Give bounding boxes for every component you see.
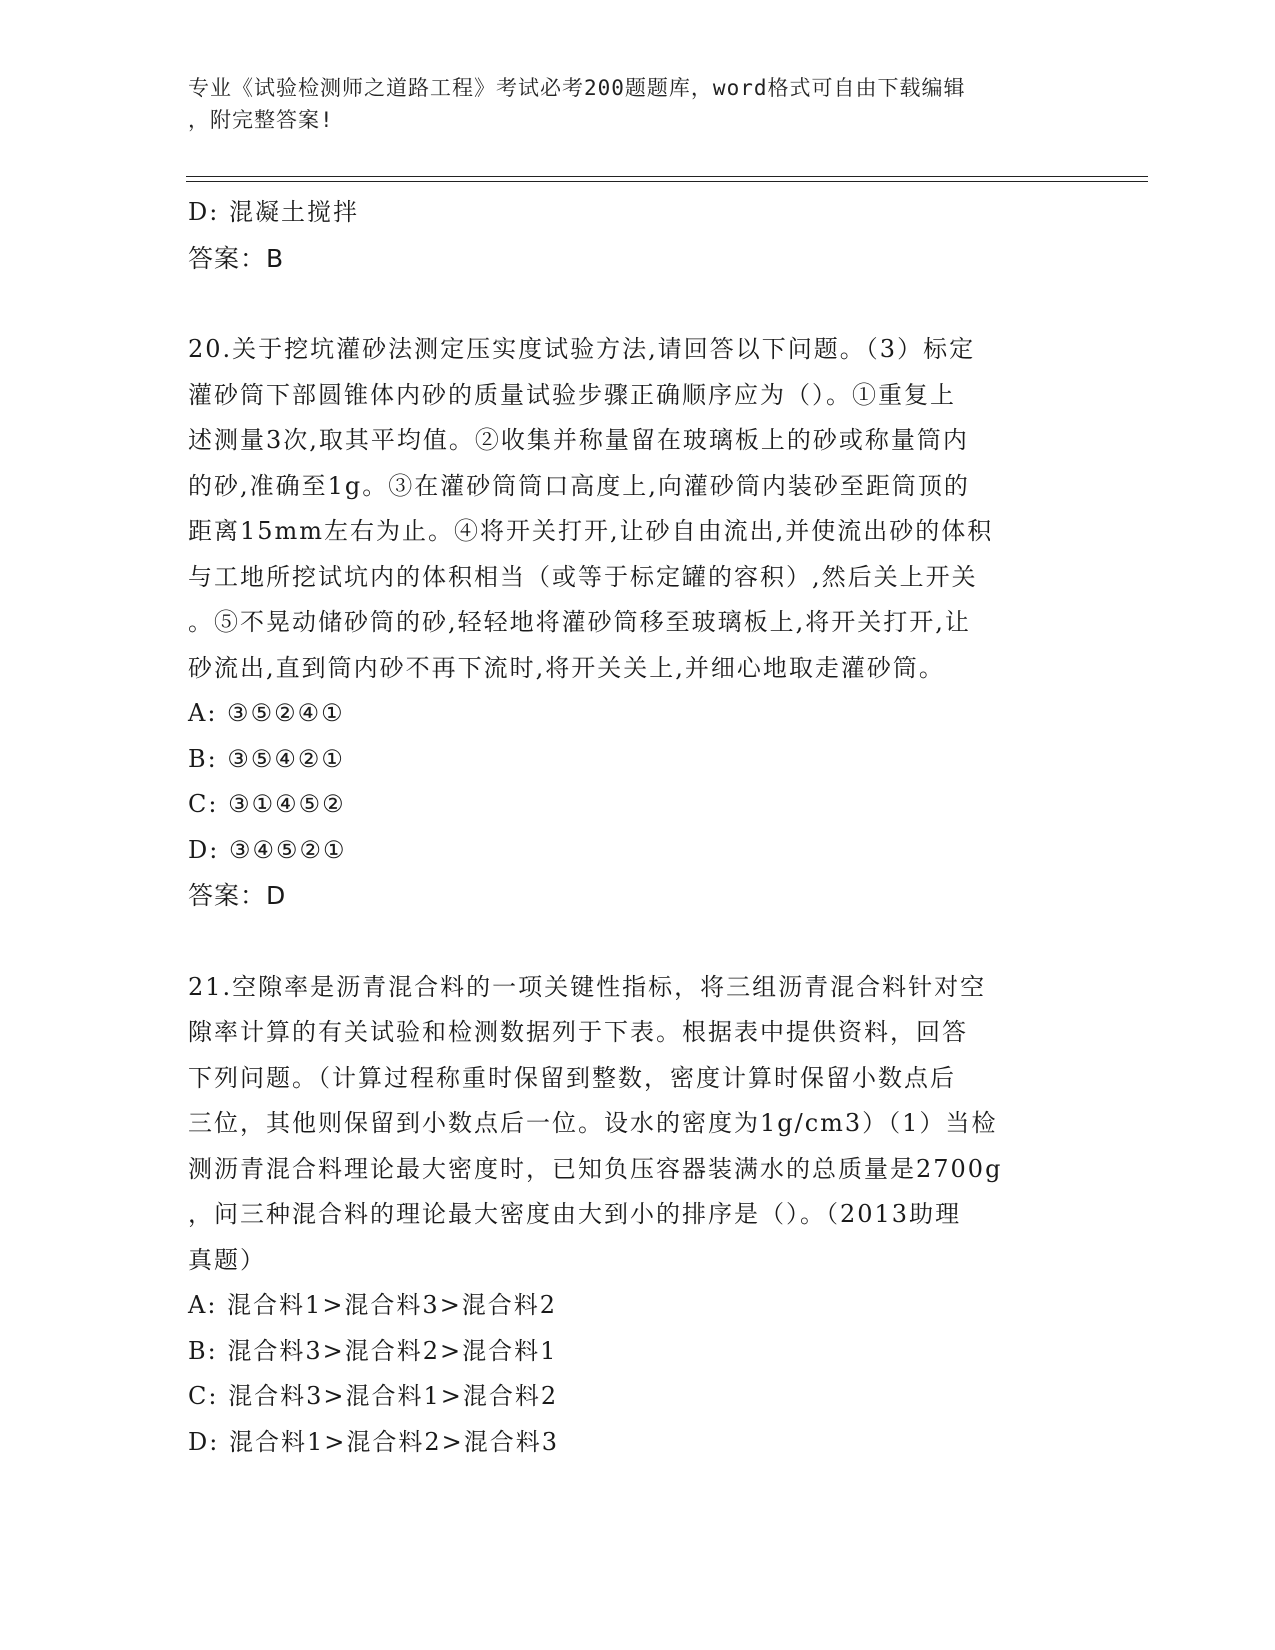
header-line-1: 专业《试验检测师之道路工程》考试必考200题题库，word格式可自由下载编辑 — [188, 76, 966, 100]
header-divider-bottom — [186, 181, 1148, 182]
question-20-option-c: C: ③①④⑤② — [188, 790, 346, 818]
question-20-line: 灌砂筒下部圆锥体内砂的质量试验步骤正确顺序应为（）。①重复上 — [188, 380, 956, 409]
header-divider-top — [186, 176, 1148, 177]
question-20-answer: 答案：D — [188, 881, 287, 910]
question-21-line: 21.空隙率是沥青混合料的一项关键性指标，将三组沥青混合料针对空 — [188, 972, 987, 1001]
header-line-2: ，附完整答案! — [188, 108, 334, 132]
question-21-line: 真题） — [188, 1245, 266, 1274]
question-20-line: 述测量3次,取其平均值。②收集并称量留在玻璃板上的砂或称量筒内 — [188, 426, 969, 454]
page-header — [188, 72, 1068, 136]
spacer — [188, 919, 1088, 965]
question-21-option-d: D: 混合料1>混合料2>混合料3 — [188, 1427, 559, 1456]
question-20-line: 。⑤不晃动储砂筒的砂,轻轻地将灌砂筒移至玻璃板上,将开关打开,让 — [188, 608, 971, 636]
spacer — [188, 281, 1088, 327]
question-20-option-b: B: ③⑤④②① — [188, 744, 345, 773]
document-body — [188, 190, 1088, 1465]
question-20 — [188, 327, 1088, 691]
question-20-line: 与工地所挖试坑内的体积相当（或等于标定罐的容积）,然后关上开关 — [188, 562, 978, 591]
question-21-line: 测沥青混合料理论最大密度时，已知负压容器装满水的总质量是2700g — [188, 1154, 1003, 1183]
question-21-line: ，问三种混合料的理论最大密度由大到小的排序是（）。（2013助理 — [188, 1200, 962, 1228]
question-20-option-d: D: ③④⑤②① — [188, 835, 347, 864]
question-21-option-a: A: 混合料1>混合料3>混合料2 — [188, 1291, 558, 1319]
question-20-option-a: A: ③⑤②④① — [188, 699, 345, 727]
question-20-line: 20.关于挖坑灌砂法测定压实度试验方法,请回答以下问题。（3）标定 — [188, 335, 976, 363]
question-21-line: 隙率计算的有关试验和检测数据列于下表。根据表中提供资料，回答 — [188, 1018, 968, 1046]
question-21-line: 下列问题。（计算过程称重时保留到整数，密度计算时保留小数点后 — [188, 1063, 956, 1092]
prev-answer: 答案：B — [188, 243, 285, 273]
question-21-option-c: C: 混合料3>混合料1>混合料2 — [188, 1382, 559, 1410]
question-21 — [188, 965, 1088, 1284]
question-20-line: 砂流出,直到筒内砂不再下流时,将开关关上,并细心地取走灌砂筒。 — [188, 653, 945, 682]
prev-option-d: D: 混凝土搅拌 — [188, 198, 359, 226]
question-21-line: 三位，其他则保留到小数点后一位。设水的密度为1g/cm3）（1）当检 — [188, 1109, 998, 1137]
question-20-line: 距离15mm左右为止。④将开关打开,让砂自由流出,并使流出砂的体积 — [188, 517, 994, 545]
question-21-option-b: B: 混合料3>混合料2>混合料1 — [188, 1336, 558, 1365]
question-20-line: 的砂,准确至1g。③在灌砂筒筒口高度上,向灌砂筒内装砂至距筒顶的 — [188, 471, 970, 500]
